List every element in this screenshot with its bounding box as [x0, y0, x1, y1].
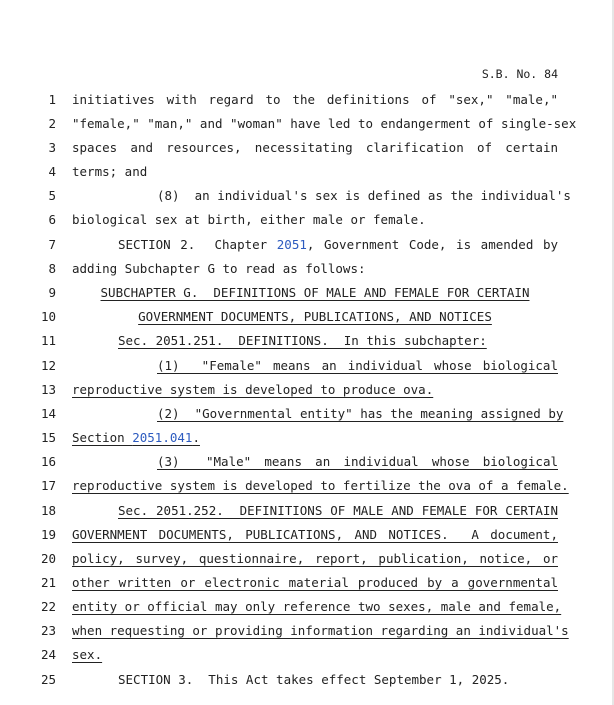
line-number: 11 [40, 333, 56, 348]
bill-line [0, 92, 614, 116]
line-text: when requesting or providing information regarding an individual's [72, 623, 569, 638]
line-text: SUBCHAPTER G. DEFINITIONS OF MALE AND FEMALE FOR CERTAIN [100, 285, 530, 300]
line-text: adding Subchapter G to read as follows: [72, 261, 366, 276]
line-number: 15 [40, 430, 56, 445]
bill-line [0, 672, 614, 696]
bill-line [0, 164, 614, 188]
line-number: 9 [48, 285, 56, 300]
line-text: GOVERNMENT DOCUMENTS, PUBLICATIONS, AND NOTICES [138, 309, 492, 324]
bill-line [0, 382, 614, 406]
bill-line [0, 599, 614, 623]
bill-line [0, 140, 614, 164]
line-number: 20 [40, 551, 56, 566]
line-number: 13 [40, 382, 56, 397]
line-number: 14 [40, 406, 56, 421]
line-text: Sec. 2051.251. DEFINITIONS. In this subchapter: [118, 333, 487, 348]
line-text [118, 237, 558, 253]
line-number: 1 [48, 92, 56, 107]
line-number: 24 [40, 647, 56, 662]
line-number: 23 [40, 623, 56, 638]
bill-line [0, 478, 614, 502]
line-number: 16 [40, 454, 56, 469]
bill-line [0, 623, 614, 647]
bill-line [0, 575, 614, 599]
bill-line [0, 237, 614, 261]
line-number: 21 [40, 575, 56, 590]
line-number: 3 [48, 140, 56, 155]
bill-line [0, 503, 614, 527]
line-number: 5 [48, 188, 56, 203]
line-number: 17 [40, 478, 56, 493]
line-text: reproductive system is developed to fertilize the ova of a female. [72, 478, 569, 493]
line-number: 19 [40, 527, 56, 542]
line-number: 12 [40, 358, 56, 373]
chapter-link[interactable]: 2051 [276, 237, 307, 252]
line-number: 22 [40, 599, 56, 614]
line-text: Sec. 2051.252. DEFINITIONS OF MALE AND FEMALE FOR CERTAIN [118, 503, 558, 518]
line-text: (3) "Male" means an individual whose biological [157, 454, 558, 469]
line-text-part: SECTION 2. Chapter [118, 237, 277, 252]
line-number: 25 [40, 672, 56, 687]
bill-line [0, 285, 614, 309]
line-text: sex. [72, 647, 103, 662]
bill-line [0, 527, 614, 551]
bill-line [0, 358, 614, 382]
bill-line [0, 454, 614, 478]
bill-line [0, 261, 614, 285]
line-text-part: Section [72, 430, 133, 445]
line-number: 4 [48, 164, 56, 179]
bill-line [0, 647, 614, 671]
line-text: SECTION 3. This Act takes effect September 1, 2025. [118, 672, 510, 687]
line-text: reproductive system is developed to produce ova. [72, 382, 434, 397]
line-text: (8) an individual's sex is defined as the individual's [157, 188, 571, 203]
bill-line [0, 551, 614, 575]
line-number: 8 [48, 261, 56, 276]
section-link[interactable]: 2051.041 [132, 430, 193, 445]
bill-number: S.B. No. 84 [481, 67, 558, 81]
line-text: biological sex at birth, either male or female. [72, 212, 426, 227]
bill-line [0, 212, 614, 236]
line-text: entity or official may only reference two sexes, male and female, [72, 599, 562, 614]
bill-line [0, 309, 614, 333]
line-text [72, 430, 558, 446]
line-text: terms; and [72, 164, 148, 179]
line-number: 7 [48, 237, 56, 252]
line-number: 2 [48, 116, 56, 131]
bill-line [0, 188, 614, 212]
bill-line [0, 116, 614, 140]
line-text: "female," "man," and "woman" have led to endangerment of single-sex [72, 116, 577, 131]
line-text: (2) "Governmental entity" has the meaning assigned by [157, 406, 564, 421]
bill-line [0, 333, 614, 357]
bill-line [0, 406, 614, 430]
bill-line [0, 430, 614, 454]
line-text: GOVERNMENT DOCUMENTS, PUBLICATIONS, AND NOTICES. A document, [72, 527, 558, 542]
line-text: spaces and resources, necessitating clarification of certain [72, 140, 558, 155]
line-text: (1) "Female" means an individual whose biological [157, 358, 558, 373]
line-text-part: , Government Code, is amended by [306, 237, 558, 252]
line-text-part: . [192, 430, 200, 445]
line-number: 18 [40, 503, 56, 518]
line-number: 6 [48, 212, 56, 227]
line-number: 10 [40, 309, 56, 324]
line-text: policy, survey, questionnaire, report, publication, notice, or [72, 551, 558, 566]
line-text: other written or electronic material produced by a governmental [72, 575, 558, 590]
line-text: initiatives with regard to the definitions of "sex," "male," [72, 92, 558, 107]
